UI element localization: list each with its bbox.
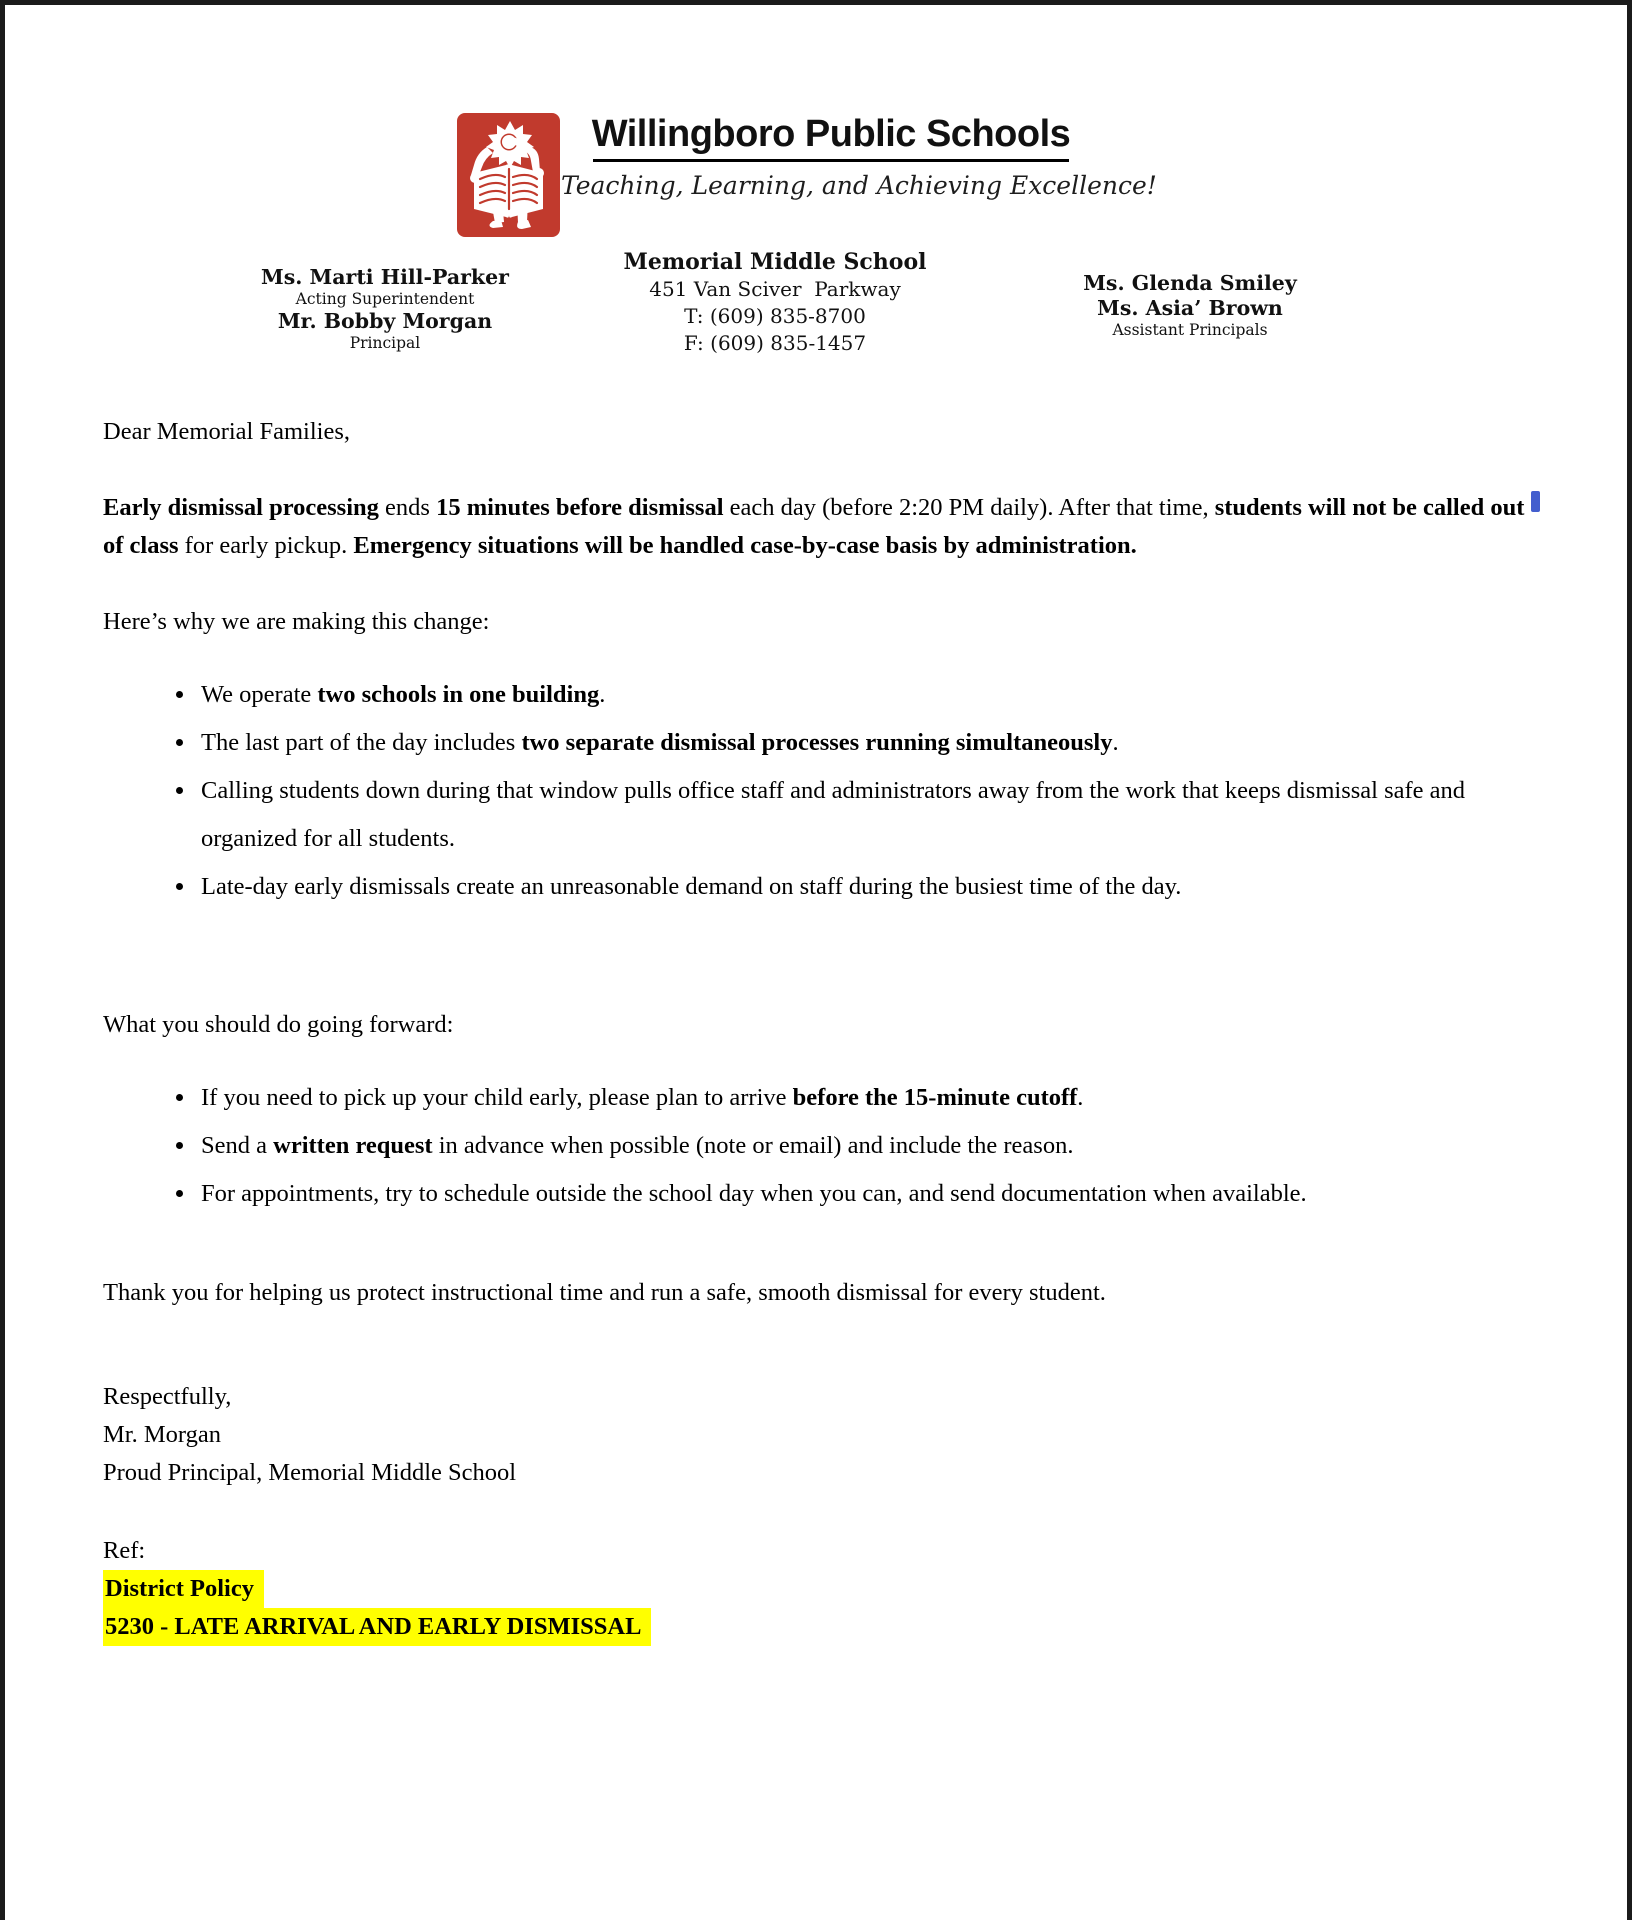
forward-bullet-list [103, 1074, 1535, 1218]
signoff-title: Proud Principal, Memorial Middle School [103, 1459, 517, 1486]
principal-name: Mr. Bobby Morgan [277, 309, 493, 333]
assistant-principal-name-2: Ms. Asia’ Brown [1097, 296, 1283, 320]
bullet-item: • Send a written request in advance when possible (note or email) and include the reason. [197, 1122, 1535, 1170]
bullet-item: • Late-day early dismissals create an unreasonable demand on staff during the busiest time of the day. [197, 863, 1535, 911]
closing-paragraph: Thank you for helping us protect instructional time and run a safe, smooth dismissal for every student. [103, 1279, 1106, 1306]
ref-label: Ref: [103, 1537, 146, 1564]
why-bullet-list [103, 671, 1535, 911]
bullet-item: • The last part of the day includes two separate dismissal processes running simultaneously. [197, 719, 1535, 767]
ref-policy-label: District Policy [103, 1570, 264, 1608]
forward-heading: What you should do going forward: [103, 1011, 454, 1038]
administrators-left-column [215, 265, 555, 353]
bullet-item: • We operate two schools in one building. [197, 671, 1535, 719]
school-info-column [595, 248, 955, 357]
bullet-item: • Calling students down during that window pulls office staff and administrators away from the work that keeps dismissal safe and organized for all students. [197, 767, 1535, 863]
why-heading: Here’s why we are making this change: [103, 608, 490, 635]
ref-highlight-line-2 [103, 1608, 1535, 1646]
signoff-respectfully: Respectfully, [103, 1383, 232, 1410]
district-tagline: Teaching, Learning, and Achieving Excellence! [561, 171, 1157, 200]
ref-policy-number: 5230 - LATE ARRIVAL AND EARLY DISMISSAL [103, 1608, 651, 1646]
assistant-principals-role: Assistant Principals [1112, 321, 1268, 339]
intro-paragraph: Early dismissal processing ends 15 minutes before dismissal each day (before 2:20 PM daily). After that time, students will not be called out of class for early pickup. Emergency situations will be handled case-by-case basis by administration. [103, 494, 1525, 559]
stray-blue-mark [1531, 491, 1540, 512]
school-phone: T: (609) 835-8700 [684, 304, 866, 328]
assistant-principal-name-1: Ms. Glenda Smiley [1083, 271, 1297, 295]
reference-block [103, 1532, 1535, 1646]
letter-body [103, 413, 1535, 1646]
school-name: Memorial Middle School [623, 249, 927, 275]
principal-role: Principal [349, 334, 421, 352]
school-fax: F: (609) 835-1457 [683, 331, 867, 355]
ref-highlight-line-1 [103, 1570, 1535, 1608]
school-address: 451 Van Sciver Parkway [649, 277, 901, 301]
lion-book-icon [457, 113, 560, 237]
signoff-block [103, 1378, 1535, 1492]
assistant-principals-column [1025, 271, 1355, 340]
district-brand [561, 109, 1157, 200]
bullet-item: • If you need to pick up your child early, please plan to arrive before the 15-minute cutoff. [197, 1074, 1535, 1122]
letterhead [5, 5, 1627, 365]
district-name: Willingboro Public Schools [591, 113, 1071, 155]
superintendent-name: Ms. Marti Hill-Parker [261, 265, 509, 289]
superintendent-role: Acting Superintendent [295, 290, 475, 308]
signoff-name: Mr. Morgan [103, 1421, 221, 1448]
bullet-item: • For appointments, try to schedule outside the school day when you can, and send documentation when available. [197, 1170, 1535, 1218]
district-logo [457, 113, 560, 237]
brand-underline [593, 159, 1068, 162]
salutation: Dear Memorial Families, [103, 418, 350, 445]
